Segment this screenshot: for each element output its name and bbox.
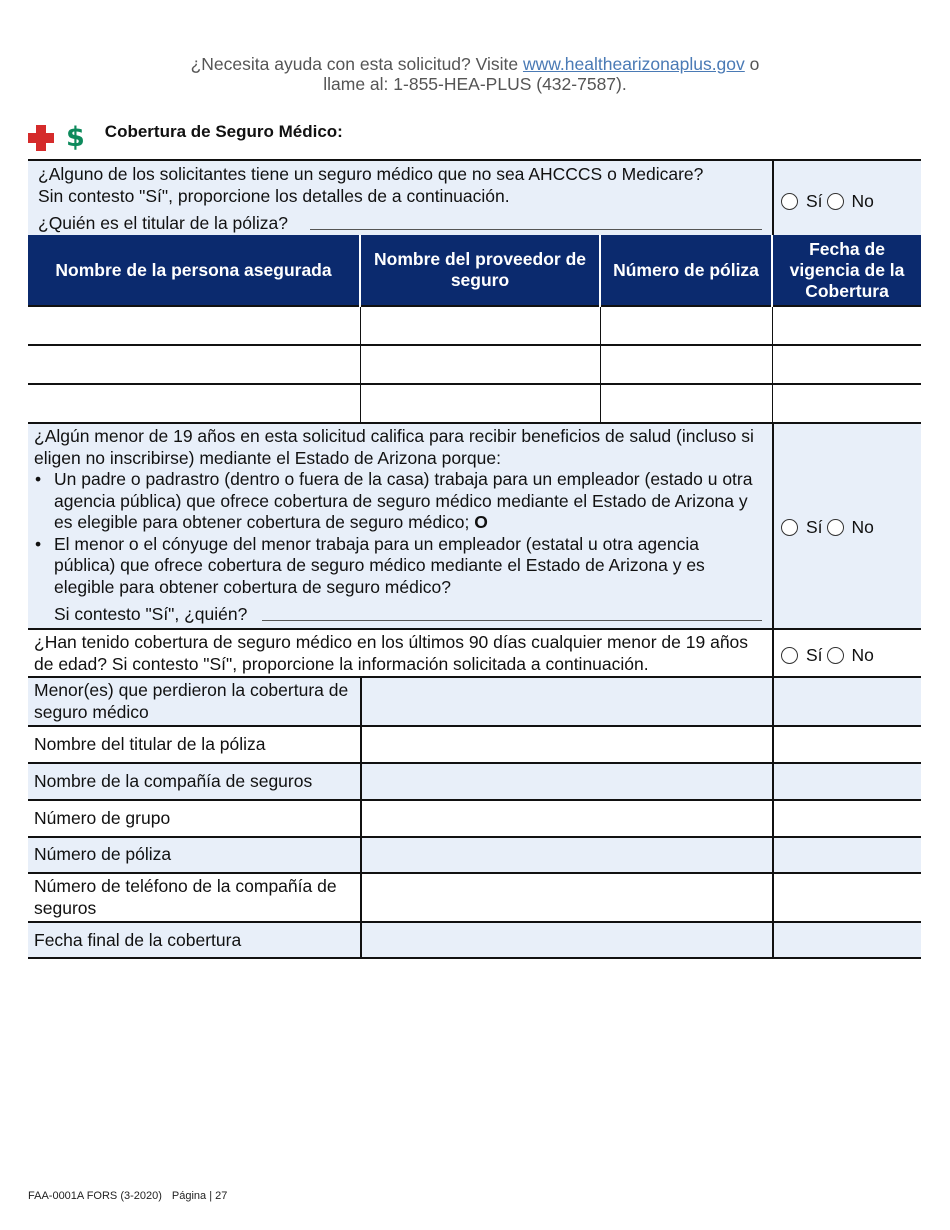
bullet-1-text: Un padre o padrastro (dentro o fuera de la casa) trabaja para un empleador (estado u otra agencia pública) que ofrece cobertura de seguro médico mediante el Estado de Arizona y es elegible para obtener cobertura de seguro médico; — [54, 469, 753, 532]
policy-table-header — [28, 235, 921, 306]
row-label-group-number: Número de grupo — [34, 808, 171, 828]
q1-no-label: No — [851, 191, 874, 211]
question-2-intro: ¿Algún menor de 19 años en esta solicitud califica para recibir beneficios de salud (incluso si eligen no inscribirse) mediante el Estado de Arizona porque: — [34, 426, 754, 468]
row-label-policy-holder: Nombre del titular de la póliza — [34, 734, 266, 754]
question-1-radios — [781, 191, 921, 212]
table-row — [28, 762, 921, 799]
dollar-icon: $ — [66, 122, 85, 153]
q1-yes-radio[interactable] — [781, 193, 798, 210]
question-recent-coverage — [28, 628, 921, 676]
q3-yes-radio[interactable] — [781, 647, 798, 664]
row-label-insurance-company: Nombre de la compañía de seguros — [34, 771, 313, 791]
list-item: • El menor o el cónyuge del menor trabaja para un empleador (estatal u otra agencia pública) que ofrece cobertura de seguro médico mediante el Estado de Arizona y es elegible para obtener cobertura de seguro médico? — [35, 533, 705, 597]
policy-row — [28, 306, 921, 345]
health-coverage-form — [28, 159, 921, 959]
header-insured-name: Nombre de la persona asegurada — [28, 235, 360, 306]
question-3-text: ¿Han tenido cobertura de seguro médico en los últimos 90 días cualquier menor de 19 años de edad? Si contesto "Sí", proporcione la información solicitada a continuación. — [34, 632, 749, 674]
table-row — [28, 725, 921, 762]
table-row — [28, 921, 921, 959]
insured-name-cell[interactable] — [28, 345, 360, 384]
question-2-bullets — [34, 469, 764, 598]
medical-cross-icon — [28, 125, 54, 151]
insured-name-cell[interactable] — [28, 384, 360, 422]
question-other-insurance — [28, 159, 921, 235]
q1-no-radio[interactable] — [827, 193, 844, 210]
coverage-date-cell[interactable] — [772, 345, 921, 384]
question-1-line2: Sin contesto "Sí", proporcione los detalles de a continuación. — [38, 185, 510, 206]
table-row — [28, 676, 921, 725]
policy-number-cell[interactable] — [600, 345, 772, 384]
table-row — [28, 799, 921, 836]
table-row — [28, 872, 921, 921]
header-provider-name: Nombre del proveedor de seguro — [360, 235, 600, 306]
q2-no-radio[interactable] — [827, 519, 844, 536]
bullet-2-text: El menor o el cónyuge del menor trabaja para un empleador (estatal u otra agencia pública) que ofrece cobertura de seguro médico mediante el Estado de Arizona y es elegible para obtener cobertura de seguro médico? — [54, 533, 705, 597]
question-2-text — [34, 426, 764, 598]
bullet-1-or: O — [474, 512, 488, 532]
help-text — [0, 54, 950, 94]
page-footer — [28, 1190, 227, 1202]
q2-no-label: No — [851, 517, 874, 537]
row-label-coverage-end-date: Fecha final de la cobertura — [34, 930, 242, 950]
q3-no-radio[interactable] — [827, 647, 844, 664]
help-prefix: ¿Necesita ayuda con esta solicitud? Visite — [190, 54, 523, 74]
form-id: FAA-0001A FORS (3-2020) — [28, 1190, 162, 1202]
question-3-radios — [781, 645, 921, 666]
row-label-policy-number: Número de póliza — [34, 844, 172, 864]
q1-yes-label: Sí — [806, 191, 823, 211]
q3-no-label: No — [851, 645, 874, 665]
q3-yes-label: Sí — [806, 645, 823, 665]
provider-name-cell[interactable] — [360, 345, 600, 384]
header-policy-number: Número de póliza — [600, 235, 772, 306]
help-phone: llame al: 1-855-HEA-PLUS (432-7587). — [323, 74, 627, 94]
policy-row — [28, 384, 921, 422]
policy-table — [28, 235, 921, 422]
policy-holder-field[interactable] — [310, 229, 762, 230]
section-title: Cobertura de Seguro Médico: — [104, 122, 343, 141]
header-coverage-date: Fecha de vigencia de la Cobertura — [772, 235, 921, 306]
coverage-date-cell[interactable] — [772, 384, 921, 422]
q2-yes-label: Sí — [806, 517, 823, 537]
q2-yes-radio[interactable] — [781, 519, 798, 536]
policy-number-cell[interactable] — [600, 306, 772, 345]
help-link[interactable]: www.healthearizonaplus.gov — [522, 54, 745, 74]
question-2-radios — [781, 517, 921, 538]
who-field[interactable] — [262, 620, 762, 621]
page-number: Página | 27 — [171, 1190, 228, 1202]
policy-holder-label: ¿Quién es el titular de la póliza? — [38, 213, 288, 233]
row-label-lost-coverage: Menor(es) que perdieron la cobertura de seguro médico — [34, 680, 349, 722]
help-suffix: o — [744, 54, 760, 74]
list-item: • Un padre o padrastro (dentro o fuera de la casa) trabaja para un empleador (estado u otra agencia pública) que ofrece cobertura de seguro médico mediante el Estado de Arizona y es elegible para obtener cobertura de seguro médico; O — [35, 469, 753, 532]
policy-number-cell[interactable] — [600, 384, 772, 422]
row-label-company-phone: Número de teléfono de la compañía de seguros — [34, 876, 337, 918]
question-state-employee-coverage — [28, 422, 921, 628]
insured-name-cell[interactable] — [28, 306, 360, 345]
who-label: Si contesto "Sí", ¿quién? — [54, 604, 248, 624]
question-1-line1: ¿Alguno de los solicitantes tiene un seguro médico que no sea AHCCCS o Medicare? — [38, 164, 704, 184]
coverage-date-cell[interactable] — [772, 306, 921, 345]
question-1-text — [38, 164, 703, 207]
provider-name-cell[interactable] — [360, 384, 600, 422]
policy-row — [28, 345, 921, 384]
section-header — [28, 121, 343, 155]
provider-name-cell[interactable] — [360, 306, 600, 345]
table-row — [28, 836, 921, 872]
